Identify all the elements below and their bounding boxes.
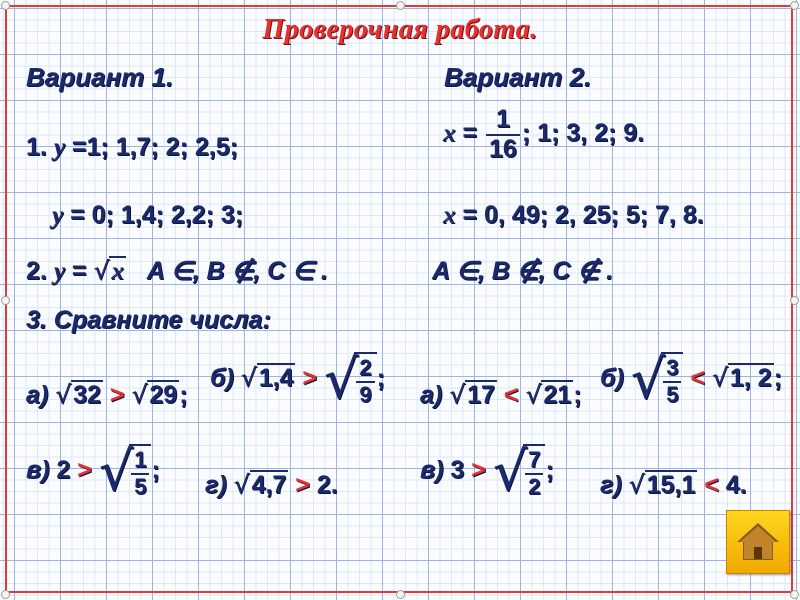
item-label: а) — [26, 381, 49, 409]
number: 4 — [725, 471, 740, 499]
denominator: 9 — [359, 381, 372, 407]
square-root: √32 — [55, 380, 101, 409]
values: 0; 1,4; 2,2; 3; — [91, 201, 244, 229]
comparison-sign: > — [77, 456, 92, 485]
values: 1; 1,7; 2; 2,5; — [86, 133, 238, 161]
v2-item-b — [600, 348, 782, 411]
denominator: 5 — [666, 381, 679, 407]
frame-handle — [1, 590, 10, 599]
item-label: в) — [26, 456, 50, 485]
task3-heading — [26, 306, 271, 335]
comparison-sign: > — [471, 456, 486, 485]
frame-handle — [1, 296, 10, 305]
square-root: √4,7 — [233, 470, 287, 499]
comparison-sign: < — [503, 381, 519, 409]
frame-handle — [790, 296, 799, 305]
equals-sign: = — [462, 119, 478, 148]
frame-handle — [396, 590, 405, 599]
comparison-sign: > — [295, 471, 310, 499]
home-icon — [735, 520, 781, 564]
number: 2 — [316, 471, 331, 499]
denominator: 2 — [528, 473, 541, 499]
square-root-fraction: √ $\frac{3}{5}$ — [631, 348, 684, 411]
v2-task1-line1 — [443, 106, 644, 163]
number: 3 — [450, 456, 465, 485]
v2-item-v — [420, 440, 554, 503]
item-label: б) — [600, 364, 624, 393]
numerator: 3 — [663, 356, 681, 382]
equals-sign: = — [70, 201, 85, 229]
comparison-sign: < — [704, 471, 719, 499]
separator: ; — [179, 381, 188, 409]
equals-sign: = — [462, 201, 478, 229]
item-label: б) — [210, 364, 234, 393]
page-title: Проверочная работа. — [262, 14, 538, 45]
separator: ; — [773, 364, 782, 393]
variable: x — [443, 120, 456, 148]
denominator: 16 — [489, 134, 517, 163]
square-root-fraction: √ $\frac{2}{9}$ — [324, 348, 377, 411]
fraction — [356, 356, 374, 406]
item-label: в) — [420, 456, 444, 485]
points-membership: A ∈, B ∉, C ∉ . — [432, 257, 614, 285]
frame-handle — [790, 1, 799, 10]
separator: ; — [376, 364, 385, 393]
variant-2-heading: Вариант 2. — [444, 62, 592, 92]
separator: ; — [151, 456, 160, 485]
v1-item-a — [26, 380, 188, 410]
variable: y — [53, 134, 65, 161]
separator: ; — [545, 456, 554, 485]
values: 0, 49; 2, 25; 5; 7, 8. — [484, 201, 704, 229]
red-frame — [5, 5, 793, 593]
v1-task1-line2 — [52, 201, 243, 230]
denominator: 5 — [134, 473, 147, 499]
numerator: 2 — [356, 356, 374, 382]
comparison-sign: < — [690, 364, 705, 393]
v2-task2 — [432, 256, 613, 286]
square-root-fraction: √ $\frac{1}{5}$ — [99, 440, 152, 503]
radicand: 29 — [149, 381, 178, 409]
separator: . — [330, 471, 338, 499]
comparison-sign: > — [302, 364, 318, 393]
v1-task1-line1 — [26, 133, 238, 162]
values: ; 1; 3, 2; 9. — [521, 119, 645, 148]
variable: y — [53, 258, 65, 285]
v1-task2 — [26, 256, 328, 286]
radicand: 15,1 — [646, 471, 696, 499]
frame-handle — [1, 1, 10, 10]
compare-numbers-label: 3. Сравните числа: — [26, 306, 271, 334]
variant-1-heading: Вариант 1. — [26, 62, 174, 92]
task-number: 2. — [26, 257, 47, 285]
task-number: 1. — [26, 133, 47, 161]
square-root: √1,4 — [240, 363, 294, 393]
number: 2 — [56, 456, 71, 485]
radicand: 21 — [543, 381, 572, 409]
item-label: г) — [205, 471, 227, 499]
home-button[interactable] — [726, 510, 790, 574]
radicand: 32 — [73, 381, 101, 409]
variable: x — [443, 202, 456, 229]
item-label: а) — [420, 381, 443, 409]
equals-sign: = — [71, 257, 87, 285]
radicand: 17 — [467, 381, 495, 409]
radicand: 4,7 — [251, 471, 287, 499]
v2-item-a — [420, 380, 582, 410]
v2-item-g — [600, 470, 747, 500]
equals-sign: = — [71, 133, 87, 161]
comparison-sign: > — [109, 381, 125, 409]
points-membership: A ∈, B ∉, C ∈ . — [146, 257, 328, 285]
v1-item-v — [26, 440, 160, 503]
item-label: г) — [600, 471, 622, 499]
frame-handle — [396, 1, 405, 10]
v1-item-g — [205, 470, 338, 500]
square-root-fraction: √ $\frac{7}{2}$ — [493, 440, 546, 503]
fraction — [486, 106, 520, 163]
fraction — [525, 448, 543, 498]
square-root: √21 — [525, 380, 572, 409]
frame-handle — [790, 590, 799, 599]
v2-task1-line2 — [443, 201, 704, 230]
radicand: 1,4 — [258, 364, 294, 393]
square-root: √17 — [449, 380, 495, 409]
fraction — [131, 448, 149, 498]
square-root: √x — [93, 256, 124, 285]
fraction — [663, 356, 681, 406]
v1-item-b — [210, 348, 385, 411]
numerator: 1 — [486, 106, 520, 136]
radicand: 1, 2 — [729, 364, 772, 393]
radicand: x — [111, 258, 124, 285]
separator: ; — [573, 381, 582, 409]
numerator: 7 — [525, 448, 543, 474]
numerator: 1 — [131, 448, 149, 474]
square-root: √29 — [131, 380, 178, 409]
square-root: √15,1 — [628, 470, 696, 499]
variable: y — [52, 202, 64, 229]
square-root: √1, 2 — [711, 363, 772, 393]
separator: . — [739, 471, 747, 499]
